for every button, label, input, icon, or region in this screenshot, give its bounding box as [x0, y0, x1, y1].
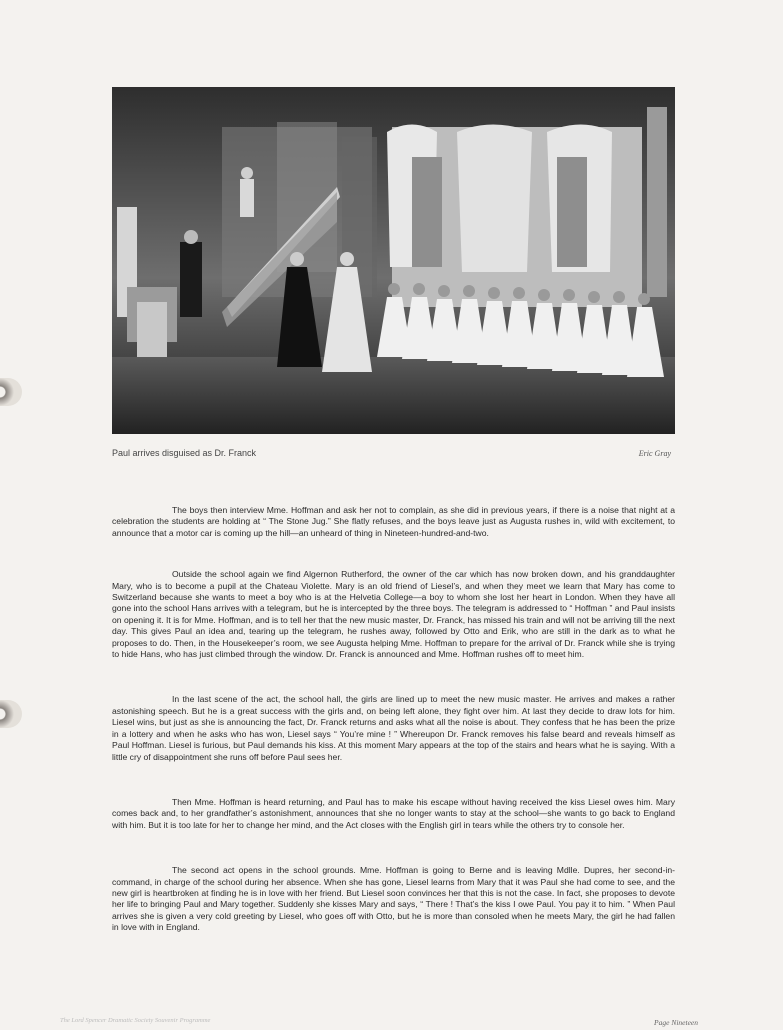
- photo-caption: Paul arrives disguised as Dr. Franck: [112, 448, 257, 458]
- programme-footer: The Lord Spencer Dramatic Society Souvenir Programme: [60, 1017, 211, 1024]
- paragraph: The second act opens in the school grounds. Mme. Hoffman is going to Berne and is leaving Mdlle. Dupres, her second-in-command, in charge of the school during her absence. When she has gone, Liesel learns from Mary that it was Paul she had come to see, and the new girl is heartbroken at finding he is in love with her friend. But Liesel soon convinces her that this is not the case. In fact, she proposes to devote her life to bringing Paul and Mary together. Suddenly she kisses Mary and says, “ There ! That’s the kiss I owe Paul. You pay it to him. ” When Paul arrives she is given a very cold greeting by Liesel, who goes off with Otto, but he is more than consoled when he meets Mary, the girl he had fallen in love with in England.: [112, 865, 675, 933]
- stage-scene-image: [112, 87, 675, 434]
- paragraph: The boys then interview Mme. Hoffman and ask her not to complain, as she did in previous years, if there is a noise that night at a celebration the students are holding at “ The Stone Jug.” She flatly refuses, and the boys leave just as Augusta rushes in, wild with excitement, to announce that a motor car is coming up the hill—an unheard of thing in Nineteen-hundred-and-two.: [112, 505, 675, 538]
- paragraph: In the last scene of the act, the school hall, the girls are lined up to meet the new music master. He arrives and makes a rather astonishing speech. But he is a great success with the girls and, on being left alone, they fight over him. At last they decide to draw lots for him. Liesel wins, but just as she is announcing the fact, Dr. Franck returns and asks what all the noise is about. They confess that he has been the prize in a lottery and when he asks who has won, Liesel says “ You’re mine ! ” Whereupon Dr. Franck removes his false beard and reveals himself as Paul Hoffman. Liesel is furious, but Paul demands his kiss. At this moment Mary appears at the top of the stairs and hears what he is saying. With a little cry of disappointment she runs off before Paul sees her.: [112, 694, 675, 762]
- photo-credit: Eric Gray: [638, 449, 671, 458]
- page-number: Page Nineteen: [654, 1018, 698, 1027]
- paragraph: Then Mme. Hoffman is heard returning, and Paul has to make his escape without having received the kiss Liesel owes him. Mary comes back and, to her grandfather’s astonishment, announces that she no longer wants to stay at the school—she wants to go back to England with him. But it is too late for her to change her mind, and the Act closes with the English girl in tears while the others try to console her.: [112, 796, 675, 830]
- punch-hole: [0, 700, 22, 728]
- synopsis-text: [112, 505, 675, 968]
- stage-photograph: [112, 87, 675, 434]
- paragraph: Outside the school again we find Algernon Rutherford, the owner of the car which has now broken down, and his granddaughter Mary, who is to become a pupil at the Chateau Violette. Mary is an old friend of Liesel’s, and when they meet we learn that Mary has come to Switzerland because she wants to meet a boy who is at the Helvetia College—a boy to whom she lost her heart in London. When they have all gone into the school Hans arrives with a telegram, but he is intercepted by the three boys. The telegram is addressed to “ Hoffman ” and Paul insists on opening it. It is for Mme. Hoffman, and is to tell her that the new music master, Dr. Franck, has missed his train and will not be arriving till the next day. This gives Paul an idea and, tearing up the telegram, he rushes away, followed by Otto and Erik, who are still in the dark as to what he proposes to do. Then, in the Housekeeper’s room, we see Augusta helping Mme. Hoffman to prepare for the arrival of Dr. Franck while she is trying to hide Hans, who has just climbed through the window. Dr. Franck is announced and Mme. Hoffman rushes off to meet him.: [112, 569, 675, 660]
- punch-hole: [0, 378, 22, 406]
